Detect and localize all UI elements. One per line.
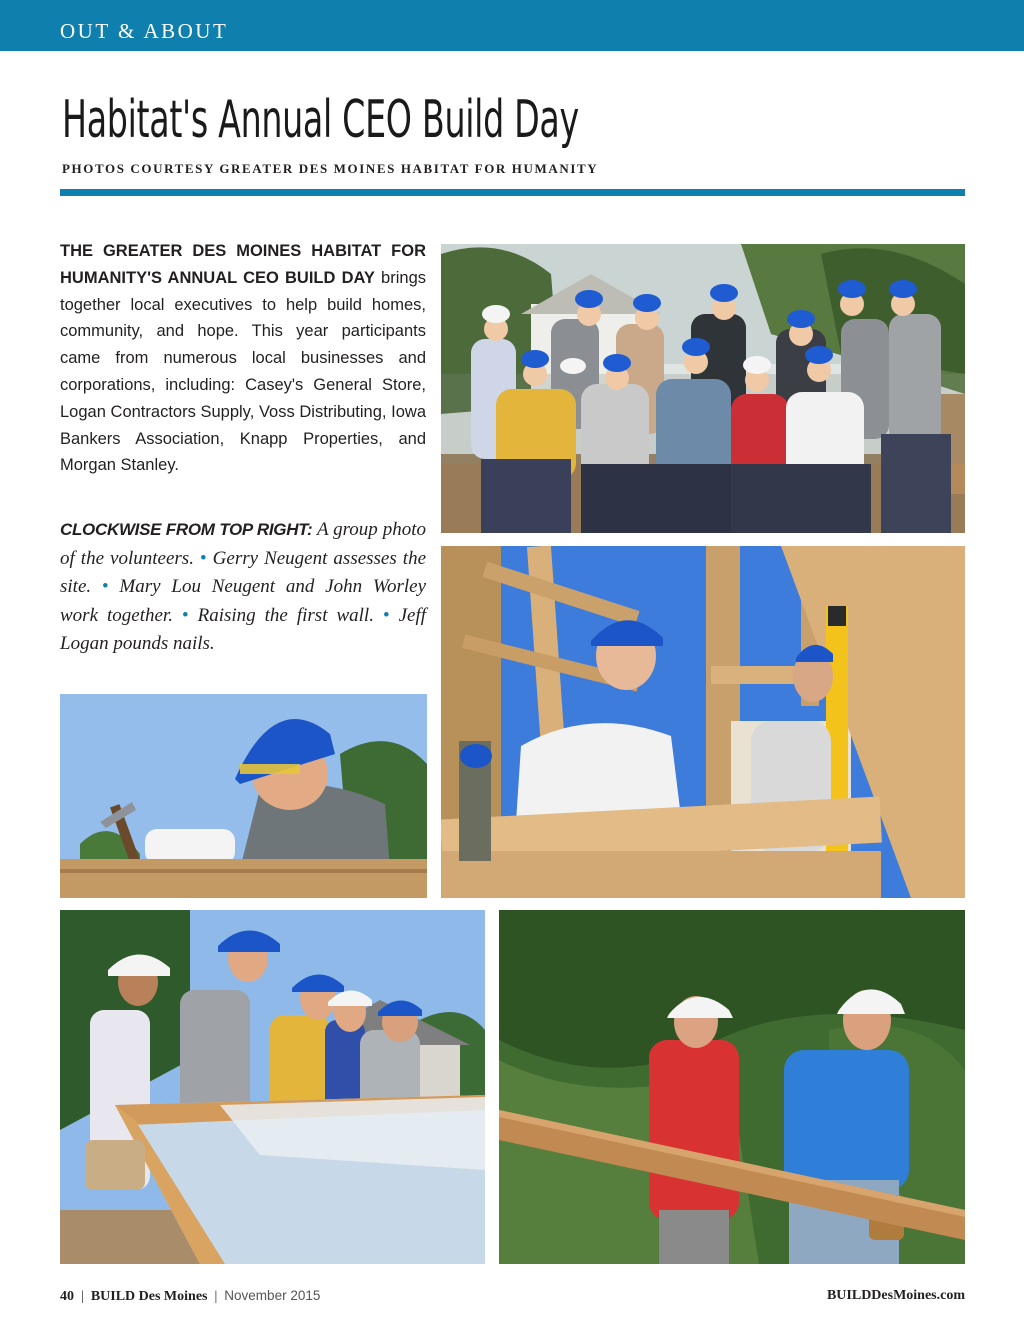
page-number: 40 xyxy=(60,1289,74,1304)
wall-photo xyxy=(60,910,485,1264)
magazine-name: BUILD Des Moines xyxy=(90,1289,208,1304)
footer-folio xyxy=(60,1288,320,1305)
caption-lead: CLOCKWISE FROM TOP RIGHT: xyxy=(60,520,313,539)
footer-separator: | xyxy=(81,1289,84,1304)
footer-separator: | xyxy=(214,1289,218,1304)
bullet-icon: • xyxy=(101,576,109,597)
bullet-icon: • xyxy=(181,604,189,626)
title-divider xyxy=(60,189,965,196)
intro-lead: THE GREATER DES MOINES HABITAT FOR HUMANITY'S ANNUAL CEO BUILD DAY xyxy=(60,242,426,287)
pair-photo xyxy=(499,910,965,1264)
hammer-photo xyxy=(60,694,427,898)
group-photo xyxy=(441,244,965,533)
article-title: Habitat's Annual CEO Build Day xyxy=(62,90,579,150)
intro-paragraph xyxy=(60,238,426,479)
level-photo xyxy=(441,546,965,898)
caption-item-3: Mary Lou Neugent and John Worley work together. xyxy=(60,576,427,626)
bullet-icon: • xyxy=(199,547,207,569)
caption-item-5: Jeff Logan pounds nails. xyxy=(60,604,427,654)
photo-credit: PHOTOS COURTESY GREATER DES MOINES HABITAT FOR HUMANITY xyxy=(62,161,599,176)
caption-item-2: Gerry Neugent assesses the site. xyxy=(60,547,427,597)
intro-body: brings together local executives to help build homes, community, and hope. This year participants came from numerous local businesses and corporations, including: Casey's General Store, Logan Contractors Supply, Voss Distributing, Iowa Bankers Association, Knapp Properties, and Morgan Stanley. xyxy=(60,268,426,475)
issue-date: November 2015 xyxy=(224,1288,321,1303)
bullet-icon: • xyxy=(382,604,390,626)
photo-caption xyxy=(60,516,426,659)
caption-item-1: A group photo of the volunteers. xyxy=(60,519,426,569)
section-label: OUT & ABOUT xyxy=(60,19,229,43)
caption-item-4: Raising the first wall. xyxy=(197,604,374,626)
section-banner xyxy=(0,0,1024,51)
footer-website: BUILDDesMoines.com xyxy=(826,1288,965,1303)
